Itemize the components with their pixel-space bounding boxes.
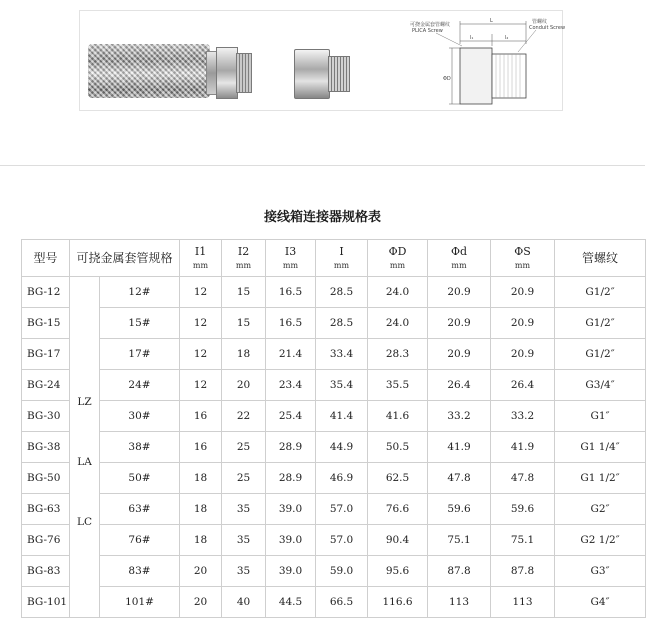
header-i1: I1 mm xyxy=(180,240,222,277)
cell-thread: G1/2″ xyxy=(555,277,646,308)
table-row xyxy=(22,556,646,587)
cell-i2: 25 xyxy=(222,463,266,494)
product-banner xyxy=(79,10,566,111)
cell-i1: 16 xyxy=(180,401,222,432)
cell-model: BG-38 xyxy=(22,432,70,463)
cell-size: 17# xyxy=(100,339,180,370)
cell-i: 28.5 xyxy=(316,308,368,339)
cell-phid: 20.9 xyxy=(428,339,491,370)
cell-i2: 35 xyxy=(222,556,266,587)
cell-phiS: 20.9 xyxy=(491,308,555,339)
group-spacer xyxy=(70,342,99,372)
cell-i: 44.9 xyxy=(316,432,368,463)
cell-phiD: 28.3 xyxy=(368,339,428,370)
cell-i3: 25.4 xyxy=(266,401,316,432)
cell-i1: 12 xyxy=(180,277,222,308)
cell-i: 28.5 xyxy=(316,277,368,308)
cell-phid: 75.1 xyxy=(428,525,491,556)
cell-thread: G4″ xyxy=(555,587,646,618)
cell-i: 46.9 xyxy=(316,463,368,494)
header-i2: I2 mm xyxy=(222,240,266,277)
cell-i2: 15 xyxy=(222,308,266,339)
cell-model: BG-83 xyxy=(22,556,70,587)
table-row xyxy=(22,494,646,525)
cell-i1: 20 xyxy=(180,587,222,618)
cell-phid: 47.8 xyxy=(428,463,491,494)
cell-i: 41.4 xyxy=(316,401,368,432)
cell-i: 33.4 xyxy=(316,339,368,370)
cell-size: 38# xyxy=(100,432,180,463)
cell-phid: 26.4 xyxy=(428,370,491,401)
cell-i3: 28.9 xyxy=(266,432,316,463)
cell-model: BG-17 xyxy=(22,339,70,370)
cell-size: 63# xyxy=(100,494,180,525)
cell-phid: 20.9 xyxy=(428,308,491,339)
header-i3: I3 mm xyxy=(266,240,316,277)
series-label: LC xyxy=(76,516,92,528)
header-phid: Φd mm xyxy=(428,240,491,277)
cell-model: BG-12 xyxy=(22,277,70,308)
table-row xyxy=(22,370,646,401)
cell-phiS: 20.9 xyxy=(491,277,555,308)
cell-phiD: 41.6 xyxy=(368,401,428,432)
diagram-label-conduit-screw: 管螺纹 xyxy=(532,19,548,25)
table-title: 接线箱连接器规格表 xyxy=(263,210,381,225)
cell-thread: G3/4″ xyxy=(555,370,646,401)
cell-i1: 12 xyxy=(180,370,222,401)
cell-i3: 21.4 xyxy=(266,339,316,370)
cell-i1: 18 xyxy=(180,494,222,525)
cell-i3: 16.5 xyxy=(266,308,316,339)
cell-phiS: 47.8 xyxy=(491,463,555,494)
header-phiD: ΦD mm xyxy=(368,240,428,277)
cell-phiS: 26.4 xyxy=(491,370,555,401)
connector-thread-image xyxy=(236,53,252,93)
cell-model: BG-15 xyxy=(22,308,70,339)
diagram-label-conduit-screw-en: Conduit Screw xyxy=(529,25,566,31)
table-row xyxy=(22,308,646,339)
header-thread: 管螺纹 xyxy=(555,240,646,277)
cell-phid: 113 xyxy=(428,587,491,618)
cell-phid: 87.8 xyxy=(428,556,491,587)
cell-i2: 18 xyxy=(222,339,266,370)
flexible-conduit-image xyxy=(88,44,210,98)
cell-i: 35.4 xyxy=(316,370,368,401)
cell-i: 57.0 xyxy=(316,494,368,525)
dimension-diagram xyxy=(408,14,566,108)
cell-size: 83# xyxy=(100,556,180,587)
cell-phiS: 113 xyxy=(491,587,555,618)
cell-i1: 18 xyxy=(180,525,222,556)
cell-size: 101# xyxy=(100,587,180,618)
cell-model: BG-30 xyxy=(22,401,70,432)
cell-i: 57.0 xyxy=(316,525,368,556)
cell-i3: 39.0 xyxy=(266,525,316,556)
table-body xyxy=(22,277,646,618)
header-phiS: ΦS mm xyxy=(491,240,555,277)
series-label: LA xyxy=(77,456,92,468)
cell-phiD: 35.5 xyxy=(368,370,428,401)
cell-model: BG-101 xyxy=(22,587,70,618)
cell-i2: 35 xyxy=(222,494,266,525)
fitting-body-image xyxy=(294,49,330,99)
header-conduit-size: 可挠金属套管规格 xyxy=(70,240,180,277)
cell-series-group xyxy=(70,277,100,618)
cell-model: BG-76 xyxy=(22,525,70,556)
cell-phiS: 33.2 xyxy=(491,401,555,432)
cell-phid: 20.9 xyxy=(428,277,491,308)
cell-phiD: 62.5 xyxy=(368,463,428,494)
cell-i3: 16.5 xyxy=(266,277,316,308)
cell-phiD: 50.5 xyxy=(368,432,428,463)
cell-thread: G1″ xyxy=(555,401,646,432)
cell-i3: 44.5 xyxy=(266,587,316,618)
cell-i2: 35 xyxy=(222,525,266,556)
cell-phiD: 24.0 xyxy=(368,308,428,339)
cell-phid: 41.9 xyxy=(428,432,491,463)
table-row xyxy=(22,587,646,618)
cell-i1: 12 xyxy=(180,308,222,339)
cell-i1: 20 xyxy=(180,556,222,587)
section-divider xyxy=(0,165,645,166)
cell-size: 50# xyxy=(100,463,180,494)
diagram-label-l1: l₁ xyxy=(470,35,474,41)
table-row xyxy=(22,525,646,556)
diagram-label-l2: l₂ xyxy=(505,35,509,41)
header-model: 型号 xyxy=(22,240,70,277)
cell-thread: G3″ xyxy=(555,556,646,587)
cell-phiS: 87.8 xyxy=(491,556,555,587)
cell-i: 66.5 xyxy=(316,587,368,618)
cell-thread: G1/2″ xyxy=(555,339,646,370)
cell-thread: G1/2″ xyxy=(555,308,646,339)
cell-phiS: 59.6 xyxy=(491,494,555,525)
table-header-row xyxy=(22,240,646,277)
cell-i3: 28.9 xyxy=(266,463,316,494)
diagram-label-plica-screw-en: PLICA Screw xyxy=(412,28,443,34)
header-i: I mm xyxy=(316,240,368,277)
cell-model: BG-63 xyxy=(22,494,70,525)
cell-thread: G1 1/4″ xyxy=(555,432,646,463)
table-row xyxy=(22,277,646,308)
cell-i2: 25 xyxy=(222,432,266,463)
cell-phiD: 116.6 xyxy=(368,587,428,618)
cell-thread: G2″ xyxy=(555,494,646,525)
cell-i2: 15 xyxy=(222,277,266,308)
cell-i3: 39.0 xyxy=(266,556,316,587)
table-row xyxy=(22,339,646,370)
cell-phiS: 41.9 xyxy=(491,432,555,463)
cell-i1: 12 xyxy=(180,339,222,370)
cell-i2: 40 xyxy=(222,587,266,618)
cell-model: BG-24 xyxy=(22,370,70,401)
cell-size: 76# xyxy=(100,525,180,556)
diagram-label-plica-screw: 可挠金属套管螺纹 xyxy=(410,22,451,28)
cell-phid: 33.2 xyxy=(428,401,491,432)
cell-thread: G1 1/2″ xyxy=(555,463,646,494)
diagram-label-L: L xyxy=(490,18,493,24)
series-label: LZ xyxy=(77,396,92,408)
cell-phiS: 75.1 xyxy=(491,525,555,556)
table-row xyxy=(22,463,646,494)
cell-size: 12# xyxy=(100,277,180,308)
cell-i2: 22 xyxy=(222,401,266,432)
connector-nut-image xyxy=(216,47,238,99)
table-row xyxy=(22,401,646,432)
cell-phiD: 24.0 xyxy=(368,277,428,308)
cell-phiD: 90.4 xyxy=(368,525,428,556)
cell-size: 30# xyxy=(100,401,180,432)
spec-table xyxy=(21,239,646,618)
cell-i2: 20 xyxy=(222,370,266,401)
cell-phid: 59.6 xyxy=(428,494,491,525)
cell-i1: 16 xyxy=(180,432,222,463)
cell-size: 15# xyxy=(100,308,180,339)
cell-i3: 23.4 xyxy=(266,370,316,401)
cell-i1: 18 xyxy=(180,463,222,494)
diagram-label-phiD: ΦD xyxy=(443,76,451,82)
fitting-thread-image xyxy=(328,56,350,92)
cell-thread: G2 1/2″ xyxy=(555,525,646,556)
table-row xyxy=(22,432,646,463)
cell-i3: 39.0 xyxy=(266,494,316,525)
cell-phiS: 20.9 xyxy=(491,339,555,370)
cell-model: BG-50 xyxy=(22,463,70,494)
cell-phiD: 76.6 xyxy=(368,494,428,525)
cell-phiD: 95.6 xyxy=(368,556,428,587)
cell-i: 59.0 xyxy=(316,556,368,587)
cell-size: 24# xyxy=(100,370,180,401)
